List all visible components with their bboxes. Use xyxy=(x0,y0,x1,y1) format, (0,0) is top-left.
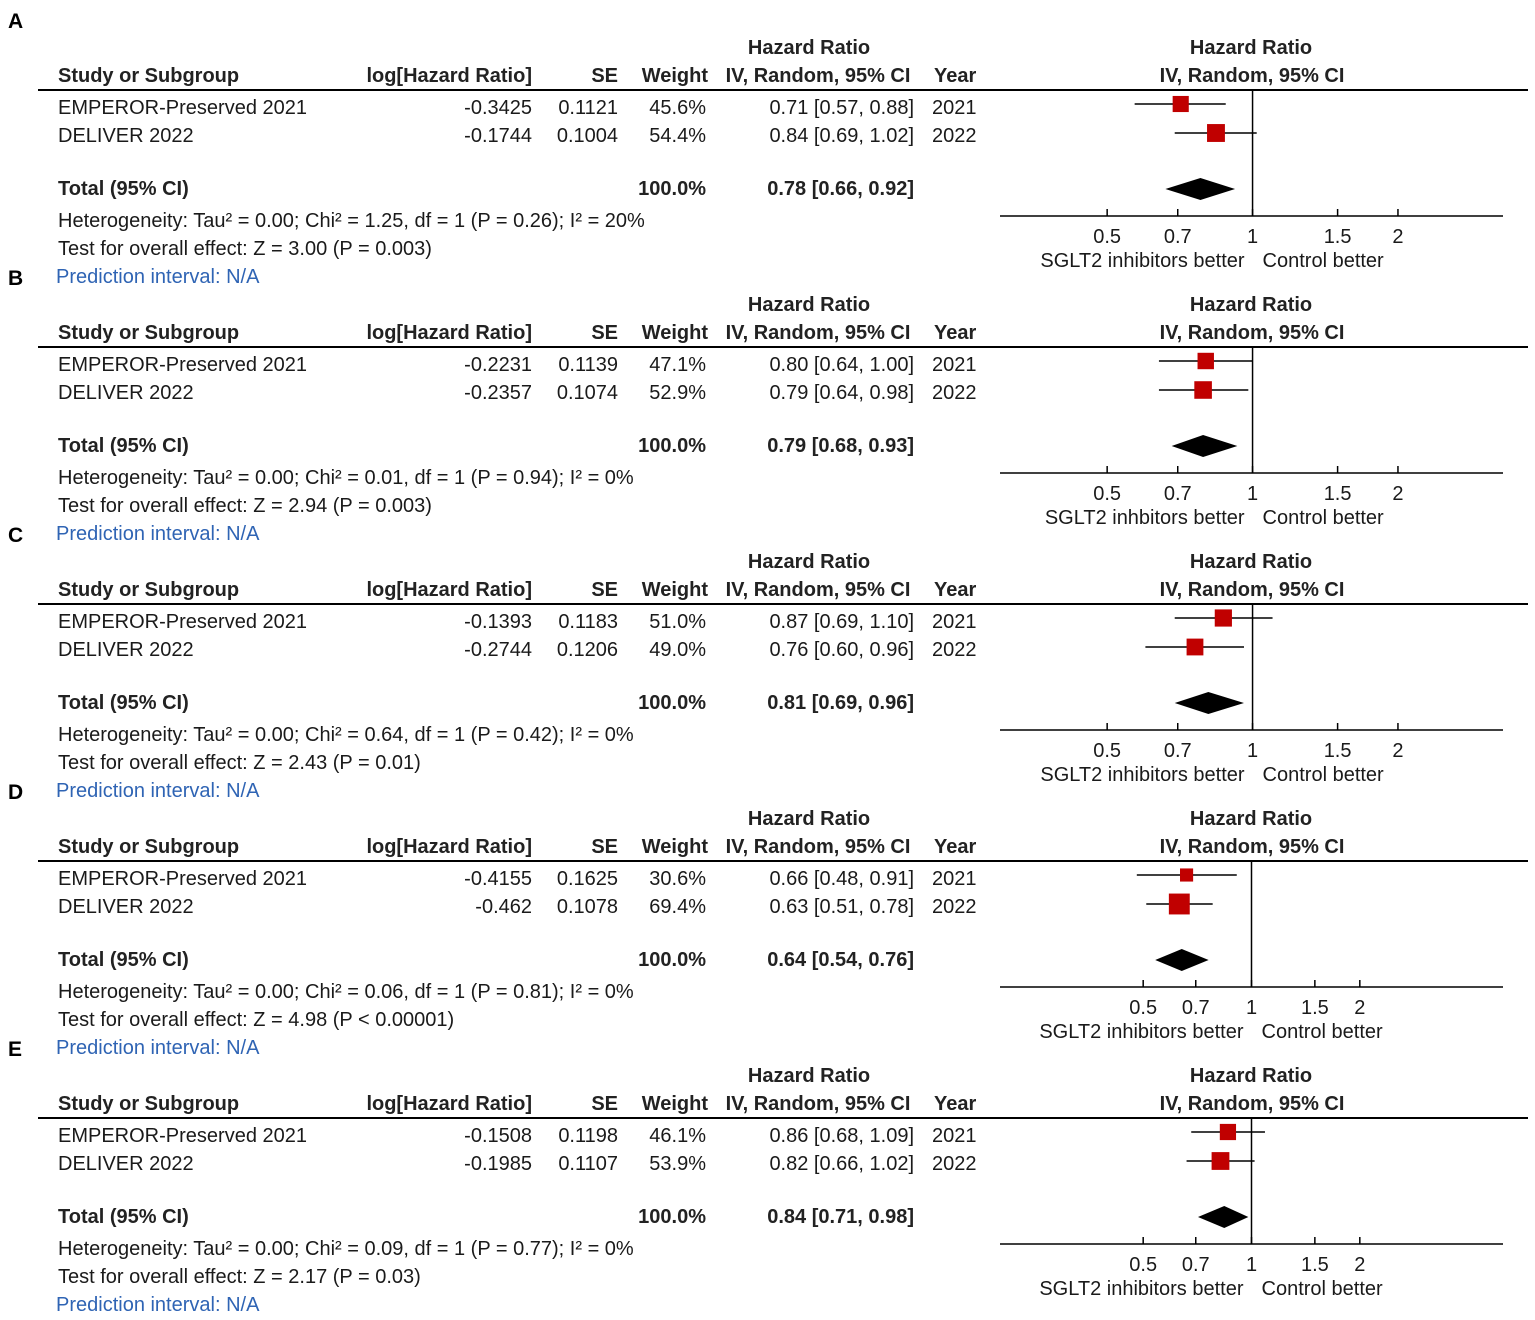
study-year: 2021 xyxy=(932,611,977,633)
panel-letter: E xyxy=(8,1038,23,1061)
effect-marker xyxy=(1173,96,1189,112)
study-se: 0.1139 xyxy=(558,354,618,376)
axis-tick-label: 0.7 xyxy=(1181,1254,1210,1276)
header-study: Study or Subgroup xyxy=(58,579,240,601)
total-label: Total (95% CI) xyxy=(58,435,189,457)
header-log-hr: log[Hazard Ratio] xyxy=(366,322,532,344)
overall-effect-text: Test for overall effect: Z = 2.94 (P = 0.003) xyxy=(58,495,432,517)
study-se: 0.1198 xyxy=(558,1125,618,1147)
favours-left-label: SGLT2 inhibitors better xyxy=(1040,764,1245,786)
favours-right-label: Control better xyxy=(1262,250,1384,272)
axis-tick-label: 0.7 xyxy=(1163,740,1192,762)
study-year: 2022 xyxy=(932,896,977,918)
study-year: 2022 xyxy=(932,125,977,147)
axis-tick-label: 0.5 xyxy=(1129,997,1158,1019)
hr-column-title: Hazard Ratio xyxy=(747,294,871,316)
study-log-hr: -0.2357 xyxy=(464,382,532,404)
header-se: SE xyxy=(591,65,618,87)
forest-panel-d xyxy=(0,771,1535,1059)
total-ci: 0.64 [0.54, 0.76] xyxy=(767,949,914,971)
study-weight: 69.4% xyxy=(649,896,706,918)
study-year: 2021 xyxy=(932,1125,977,1147)
header-year: Year xyxy=(934,579,977,601)
axis-tick-label: 1.5 xyxy=(1323,483,1352,505)
panel-letter: C xyxy=(8,524,24,547)
study-log-hr: -0.4155 xyxy=(464,868,532,890)
prediction-interval: Prediction interval: N/A xyxy=(56,523,260,545)
study-year: 2021 xyxy=(932,354,977,376)
effect-marker xyxy=(1220,1124,1236,1140)
header-weight: Weight xyxy=(641,65,708,87)
study-log-hr: -0.2231 xyxy=(464,354,532,376)
effect-marker xyxy=(1180,868,1193,881)
study-ci: 0.82 [0.66, 1.02] xyxy=(769,1153,914,1175)
plot-method: IV, Random, 95% CI xyxy=(1159,836,1345,858)
header-se: SE xyxy=(591,322,618,344)
favours-left-label: SGLT2 inhibitors better xyxy=(1039,1021,1244,1043)
study-name: DELIVER 2022 xyxy=(58,1153,194,1175)
study-log-hr: -0.462 xyxy=(475,896,532,918)
axis-tick-label: 2 xyxy=(1354,997,1366,1019)
study-year: 2021 xyxy=(932,97,977,119)
total-ci: 0.84 [0.71, 0.98] xyxy=(767,1206,914,1228)
study-se: 0.1078 xyxy=(556,896,618,918)
axis-tick-label: 0.5 xyxy=(1129,1254,1158,1276)
header-weight: Weight xyxy=(641,1093,708,1115)
forest-plot xyxy=(0,257,1535,537)
total-weight: 100.0% xyxy=(638,178,706,200)
study-weight: 49.0% xyxy=(649,639,706,661)
prediction-interval: Prediction interval: N/A xyxy=(56,266,260,288)
total-diamond xyxy=(1172,435,1238,457)
effect-marker xyxy=(1194,381,1212,399)
study-name: EMPEROR-Preserved 2021 xyxy=(58,354,307,376)
header-hr-method: IV, Random, 95% CI xyxy=(725,65,911,87)
forest-panel-a xyxy=(0,0,1535,288)
plot-title: Hazard Ratio xyxy=(1189,808,1313,830)
header-study: Study or Subgroup xyxy=(58,1093,240,1115)
heterogeneity-text: Heterogeneity: Tau² = 0.00; Chi² = 1.25, df = 1 (P = 0.26); I² = 20% xyxy=(58,210,645,232)
header-year: Year xyxy=(934,836,977,858)
effect-marker xyxy=(1207,124,1225,142)
study-weight: 51.0% xyxy=(649,611,706,633)
study-weight: 45.6% xyxy=(649,97,706,119)
effect-marker xyxy=(1198,353,1214,369)
study-weight: 54.4% xyxy=(649,125,706,147)
favours-left-label: SGLT2 inhbitors better xyxy=(1044,507,1245,529)
hr-column-title: Hazard Ratio xyxy=(747,551,871,573)
forest-panel-c xyxy=(0,514,1535,802)
study-weight: 47.1% xyxy=(649,354,706,376)
study-ci: 0.79 [0.64, 0.98] xyxy=(769,382,914,404)
plot-method: IV, Random, 95% CI xyxy=(1159,1093,1345,1115)
study-log-hr: -0.1985 xyxy=(464,1153,532,1175)
prediction-interval: Prediction interval: N/A xyxy=(56,1037,260,1059)
study-se: 0.1074 xyxy=(556,382,618,404)
header-hr-method: IV, Random, 95% CI xyxy=(725,836,911,858)
total-ci: 0.78 [0.66, 0.92] xyxy=(767,178,914,200)
axis-tick-label: 0.7 xyxy=(1181,997,1210,1019)
study-name: DELIVER 2022 xyxy=(58,896,194,918)
axis-tick-label: 2 xyxy=(1392,740,1404,762)
header-log-hr: log[Hazard Ratio] xyxy=(366,579,532,601)
total-ci: 0.81 [0.69, 0.96] xyxy=(767,692,914,714)
total-label: Total (95% CI) xyxy=(58,178,189,200)
axis-tick-label: 1.5 xyxy=(1323,226,1352,248)
overall-effect-text: Test for overall effect: Z = 2.17 (P = 0.03) xyxy=(58,1266,421,1288)
plot-method: IV, Random, 95% CI xyxy=(1159,65,1345,87)
forest-panel-e xyxy=(0,1028,1535,1316)
study-se: 0.1121 xyxy=(558,97,618,119)
prediction-interval: Prediction interval: N/A xyxy=(56,780,260,802)
header-hr-method: IV, Random, 95% CI xyxy=(725,579,911,601)
header-study: Study or Subgroup xyxy=(58,836,240,858)
study-year: 2022 xyxy=(932,639,977,661)
axis-tick-label: 0.5 xyxy=(1093,740,1122,762)
study-log-hr: -0.2744 xyxy=(464,639,532,661)
plot-title: Hazard Ratio xyxy=(1189,551,1313,573)
header-weight: Weight xyxy=(641,322,708,344)
total-label: Total (95% CI) xyxy=(58,692,189,714)
study-name: DELIVER 2022 xyxy=(58,639,194,661)
study-name: EMPEROR-Preserved 2021 xyxy=(58,1125,307,1147)
favours-right-label: Control better xyxy=(1261,1278,1383,1300)
heterogeneity-text: Heterogeneity: Tau² = 0.00; Chi² = 0.01, df = 1 (P = 0.94); I² = 0% xyxy=(58,467,634,489)
axis-tick-label: 1 xyxy=(1246,740,1259,762)
total-weight: 100.0% xyxy=(638,1206,706,1228)
header-study: Study or Subgroup xyxy=(58,65,240,87)
total-diamond xyxy=(1198,1206,1248,1228)
axis-tick-label: 2 xyxy=(1392,483,1404,505)
forest-plot xyxy=(0,0,1535,280)
total-diamond xyxy=(1175,692,1244,714)
header-weight: Weight xyxy=(641,836,708,858)
forest-plot xyxy=(0,771,1535,1051)
axis-tick-label: 1.5 xyxy=(1323,740,1352,762)
total-label: Total (95% CI) xyxy=(58,949,189,971)
study-log-hr: -0.1744 xyxy=(464,125,532,147)
study-year: 2021 xyxy=(932,868,977,890)
study-ci: 0.86 [0.68, 1.09] xyxy=(769,1125,914,1147)
effect-marker xyxy=(1169,894,1190,915)
panel-letter: B xyxy=(8,267,24,290)
header-study: Study or Subgroup xyxy=(58,322,240,344)
axis-tick-label: 0.5 xyxy=(1093,483,1122,505)
study-ci: 0.84 [0.69, 1.02] xyxy=(769,125,914,147)
plot-title: Hazard Ratio xyxy=(1189,294,1313,316)
study-se: 0.1206 xyxy=(556,639,618,661)
plot-method: IV, Random, 95% CI xyxy=(1159,579,1345,601)
study-log-hr: -0.1508 xyxy=(464,1125,532,1147)
axis-tick-label: 1.5 xyxy=(1300,997,1329,1019)
study-year: 2022 xyxy=(932,1153,977,1175)
study-se: 0.1183 xyxy=(558,611,618,633)
study-ci: 0.63 [0.51, 0.78] xyxy=(769,896,914,918)
panel-letter: D xyxy=(8,781,24,804)
total-weight: 100.0% xyxy=(638,949,706,971)
study-name: DELIVER 2022 xyxy=(58,382,194,404)
header-weight: Weight xyxy=(641,579,708,601)
study-ci: 0.76 [0.60, 0.96] xyxy=(769,639,914,661)
study-ci: 0.66 [0.48, 0.91] xyxy=(769,868,914,890)
overall-effect-text: Test for overall effect: Z = 2.43 (P = 0.01) xyxy=(58,752,421,774)
hr-column-title: Hazard Ratio xyxy=(747,808,871,830)
forest-plot xyxy=(0,1028,1535,1308)
study-weight: 52.9% xyxy=(649,382,706,404)
header-se: SE xyxy=(591,1093,618,1115)
study-se: 0.1625 xyxy=(556,868,618,890)
study-weight: 30.6% xyxy=(649,868,706,890)
panel-letter: A xyxy=(8,10,24,33)
plot-method: IV, Random, 95% CI xyxy=(1159,322,1345,344)
plot-title: Hazard Ratio xyxy=(1189,37,1313,59)
study-name: DELIVER 2022 xyxy=(58,125,194,147)
study-year: 2022 xyxy=(932,382,977,404)
favours-right-label: Control better xyxy=(1261,1021,1383,1043)
header-log-hr: log[Hazard Ratio] xyxy=(366,836,532,858)
total-diamond xyxy=(1155,949,1208,971)
study-se: 0.1004 xyxy=(556,125,618,147)
total-diamond xyxy=(1165,178,1235,200)
effect-marker xyxy=(1187,639,1204,656)
plot-title: Hazard Ratio xyxy=(1189,1065,1313,1087)
study-se: 0.1107 xyxy=(558,1153,618,1175)
header-hr-method: IV, Random, 95% CI xyxy=(725,322,911,344)
study-log-hr: -0.1393 xyxy=(464,611,532,633)
axis-tick-label: 2 xyxy=(1392,226,1404,248)
effect-marker xyxy=(1215,609,1232,626)
axis-tick-label: 1.5 xyxy=(1300,1254,1329,1276)
hr-column-title: Hazard Ratio xyxy=(747,1065,871,1087)
axis-tick-label: 1 xyxy=(1246,226,1259,248)
study-name: EMPEROR-Preserved 2021 xyxy=(58,611,307,633)
overall-effect-text: Test for overall effect: Z = 3.00 (P = 0.003) xyxy=(58,238,432,260)
favours-left-label: SGLT2 inhibitors better xyxy=(1040,250,1245,272)
forest-plot xyxy=(0,514,1535,794)
hr-column-title: Hazard Ratio xyxy=(747,37,871,59)
favours-left-label: SGLT2 inhibitors better xyxy=(1039,1278,1244,1300)
axis-tick-label: 1 xyxy=(1245,997,1258,1019)
axis-tick-label: 2 xyxy=(1354,1254,1366,1276)
header-log-hr: log[Hazard Ratio] xyxy=(366,65,532,87)
favours-right-label: Control better xyxy=(1262,507,1384,529)
heterogeneity-text: Heterogeneity: Tau² = 0.00; Chi² = 0.09, df = 1 (P = 0.77); I² = 0% xyxy=(58,1238,634,1260)
axis-tick-label: 0.7 xyxy=(1163,226,1192,248)
prediction-interval: Prediction interval: N/A xyxy=(56,1294,260,1316)
study-ci: 0.80 [0.64, 1.00] xyxy=(769,354,914,376)
axis-tick-label: 0.7 xyxy=(1163,483,1192,505)
header-year: Year xyxy=(934,322,977,344)
study-ci: 0.87 [0.69, 1.10] xyxy=(769,611,914,633)
study-weight: 46.1% xyxy=(649,1125,706,1147)
header-se: SE xyxy=(591,579,618,601)
header-year: Year xyxy=(934,65,977,87)
study-name: EMPEROR-Preserved 2021 xyxy=(58,868,307,890)
axis-tick-label: 1 xyxy=(1246,483,1259,505)
forest-panel-b xyxy=(0,257,1535,545)
total-weight: 100.0% xyxy=(638,435,706,457)
study-weight: 53.9% xyxy=(649,1153,706,1175)
total-weight: 100.0% xyxy=(638,692,706,714)
total-ci: 0.79 [0.68, 0.93] xyxy=(767,435,914,457)
header-year: Year xyxy=(934,1093,977,1115)
effect-marker xyxy=(1212,1152,1230,1170)
header-hr-method: IV, Random, 95% CI xyxy=(725,1093,911,1115)
axis-tick-label: 0.5 xyxy=(1093,226,1122,248)
heterogeneity-text: Heterogeneity: Tau² = 0.00; Chi² = 0.64, df = 1 (P = 0.42); I² = 0% xyxy=(58,724,634,746)
study-ci: 0.71 [0.57, 0.88] xyxy=(769,97,914,119)
header-se: SE xyxy=(591,836,618,858)
axis-tick-label: 1 xyxy=(1245,1254,1258,1276)
study-name: EMPEROR-Preserved 2021 xyxy=(58,97,307,119)
header-log-hr: log[Hazard Ratio] xyxy=(366,1093,532,1115)
overall-effect-text: Test for overall effect: Z = 4.98 (P < 0.00001) xyxy=(58,1009,455,1031)
total-label: Total (95% CI) xyxy=(58,1206,189,1228)
heterogeneity-text: Heterogeneity: Tau² = 0.00; Chi² = 0.06, df = 1 (P = 0.81); I² = 0% xyxy=(58,981,634,1003)
study-log-hr: -0.3425 xyxy=(464,97,532,119)
favours-right-label: Control better xyxy=(1262,764,1384,786)
